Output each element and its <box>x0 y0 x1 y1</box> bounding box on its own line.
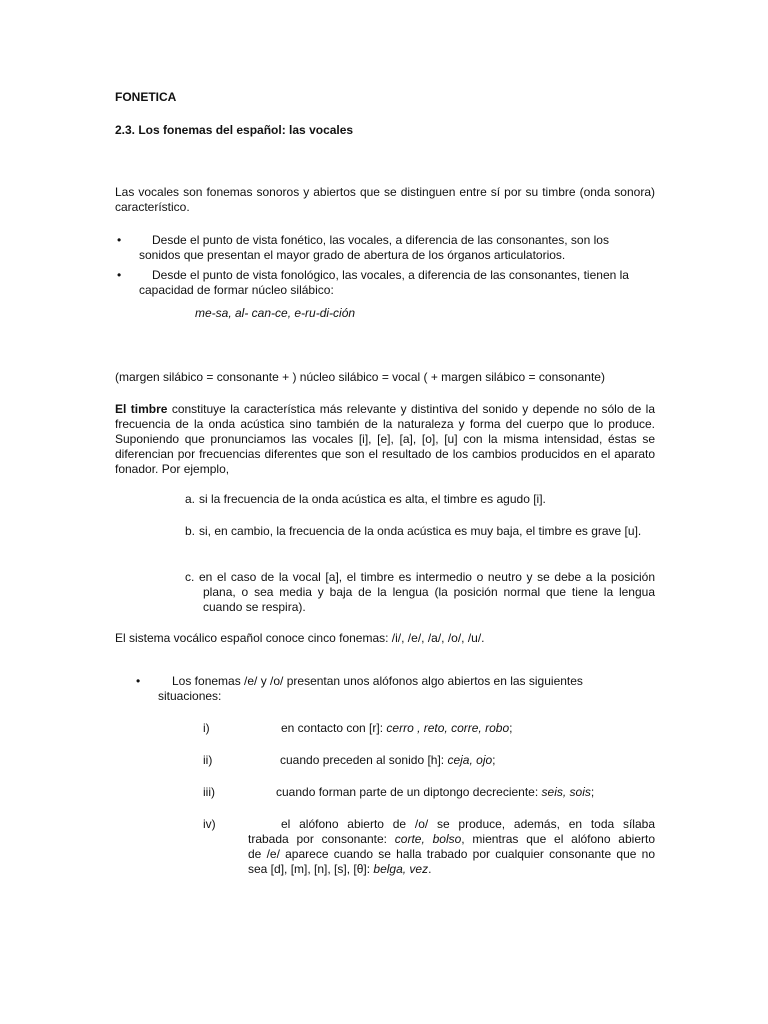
situation-label: sea [d], [m], [n], [s], [θ]: <box>248 862 374 876</box>
bullet-phonetic: Desde el punto de vista fonético, las vocales, a diferencia de las consonantes, son los sonidos que presentan el mayor grado de abertura de los órganos articulatorios. <box>139 233 609 262</box>
situation-label: cuando preceden al sonido [h]: <box>280 753 448 767</box>
example-text: si, en cambio, la frecuencia de la onda acústica es muy baja, el timbre es grave [u]. <box>199 524 642 538</box>
situation-end: ; <box>590 785 595 799</box>
bullet-phonologic: Desde el punto de vista fonológico, las vocales, a diferencia de las consonantes, tienen la capacidad de formar núcleo silábico: <box>139 268 629 297</box>
situation-text <box>281 721 512 736</box>
example-letter: c. <box>185 570 195 584</box>
section-heading: 2.3. Los fonemas del español: las vocales <box>115 123 354 137</box>
document-heading: FONETICA <box>115 90 177 104</box>
situation-line: de /e/ aparece cuando se halla trabado por cualquier consonante que no <box>248 847 655 861</box>
situation-example: ceja, ojo <box>447 753 493 767</box>
situation-end: ; <box>492 753 496 767</box>
situation-label: cuando forman parte de un diptongo decreciente: <box>276 785 542 799</box>
situation-end: ; <box>509 721 513 735</box>
situation-number: iv) <box>203 817 216 831</box>
situation-label: en contacto con [r]: <box>281 721 387 735</box>
bullet-symbol: • <box>136 674 141 688</box>
situation-example: belga, vez <box>373 862 429 876</box>
timbre-text: constituye la característica más relevante y distintiva del sonido y depende no sólo de la frecuencia de la onda acústica sino también de la naturaleza y forma del cuerpo que lo produce. Suponiendo que pronunciamos las vocales [i], [e], [a], [o], [u] con la misma intensidad, éstas se diferencian por frecuencias diferentes que son el resultado de los cambios producidos en el aparato fonador. Por ejemplo, <box>115 402 655 476</box>
situation-line <box>248 862 655 877</box>
situation-example: cerro , reto, corre, robo <box>386 721 510 735</box>
vowel-system: El sistema vocálico español conoce cinco fonemas: /i/, /e/, /a/, /o/, /u/. <box>115 631 485 645</box>
situation-label: trabada por consonante: <box>248 832 395 846</box>
bullet-symbol: • <box>117 233 122 247</box>
situation-number: i) <box>203 721 210 735</box>
situation-line: el alófono abierto de /o/ se produce, además, en toda sílaba <box>281 817 655 831</box>
example-text: si la frecuencia de la onda acústica es alta, el timbre es agudo [i]. <box>199 492 546 506</box>
example-text: en el caso de la vocal [a], el timbre es intermedio o neutro y se debe a la posición plana, o sea media y baja de la lengua (la posición normal que tiene la lengua cuando se respira). <box>199 570 669 614</box>
intro-paragraph: Las vocales son fonemas sonoros y abiertos que se distinguen entre sí por su timbre (onda sonora) característico. <box>115 185 655 214</box>
situation-example: seis, sois <box>541 785 591 799</box>
bullet-allophones: Los fonemas /e/ y /o/ presentan unos alófonos algo abiertos en las siguientes situaciones: <box>158 674 583 703</box>
situation-line <box>248 832 655 847</box>
situation-text <box>248 817 655 877</box>
syllable-example: me-sa, al- can-ce, e-ru-di-ción <box>195 306 356 320</box>
situation-end: . <box>428 862 432 876</box>
situation-label: , mientras que el alófono abierto <box>461 832 655 846</box>
situation-number: iii) <box>203 785 215 799</box>
syllable-formula: (margen silábico = consonante + ) núcleo silábico = vocal ( + margen silábico = consonante) <box>115 370 605 384</box>
example-letter: a. <box>185 492 196 506</box>
bullet-symbol: • <box>117 268 122 282</box>
situation-number: ii) <box>203 753 213 767</box>
timbre-term: El timbre <box>115 402 168 416</box>
situation-text <box>280 753 496 768</box>
situation-text <box>276 785 594 800</box>
situation-example: corte, bolso <box>394 832 462 846</box>
timbre-paragraph <box>115 402 655 477</box>
example-letter: b. <box>185 524 196 538</box>
